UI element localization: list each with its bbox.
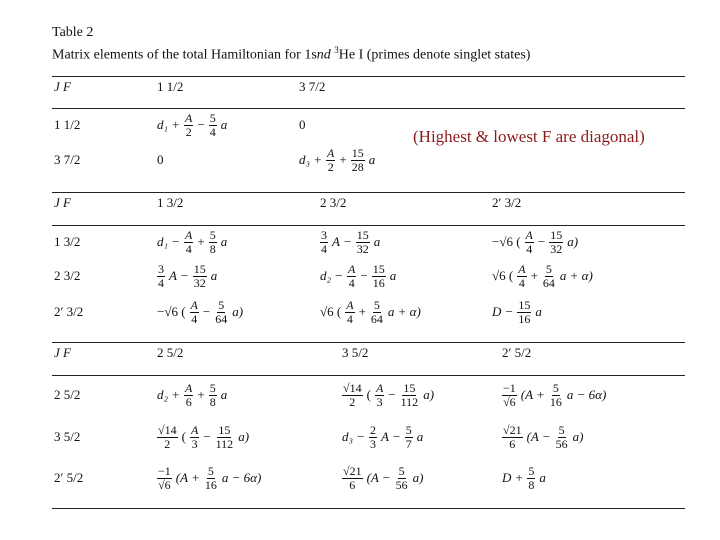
numerator: A	[185, 227, 193, 242]
matrix-element	[155, 108, 229, 142]
row-label	[52, 143, 82, 177]
denominator: 8	[528, 477, 535, 492]
row-label-text: 1 3/2	[54, 234, 81, 249]
math-text: a)	[423, 387, 435, 402]
math-text: a	[389, 268, 397, 283]
matrix-element	[155, 461, 263, 495]
math-text: √6 (	[320, 304, 342, 319]
fraction	[157, 263, 165, 290]
math-text: A −	[332, 234, 352, 249]
denominator: 32	[356, 241, 369, 256]
denominator: √6	[158, 477, 171, 492]
numerator: 5	[552, 380, 559, 395]
column-header-text: 3 5/2	[342, 345, 369, 360]
math-text: +	[358, 304, 366, 319]
row-label-text: 2 3/2	[54, 268, 81, 283]
math-text: a − 6α)	[566, 387, 607, 402]
fraction	[517, 299, 531, 326]
math-text: a)	[567, 234, 579, 249]
row-label-text: 3 5/2	[54, 429, 81, 444]
numerator: 5	[528, 463, 535, 478]
denominator: 4	[158, 275, 164, 290]
row-label	[52, 461, 85, 495]
numerator: A	[375, 380, 384, 395]
math-text: −	[537, 234, 546, 249]
matrix-element	[490, 295, 544, 329]
denominator: 16	[518, 311, 531, 326]
denominator: 32	[193, 275, 206, 290]
fraction	[184, 112, 193, 139]
matrix-element	[155, 378, 229, 412]
matrix-element	[155, 259, 219, 293]
numerator: A	[327, 145, 335, 160]
math-text: a	[220, 117, 228, 132]
matrix-element	[500, 420, 586, 454]
column-header	[318, 186, 348, 220]
denominator: 2	[185, 124, 192, 139]
caption-d: d	[323, 47, 335, 63]
math-text: √6 (	[492, 268, 514, 283]
denominator: 8	[209, 241, 216, 256]
column-header	[490, 186, 523, 220]
math-text: a)	[238, 429, 250, 444]
header-jf	[52, 70, 73, 104]
math-text: −	[360, 268, 368, 283]
math-text: d₂ +	[157, 387, 181, 402]
column-header	[340, 336, 370, 370]
row-label-text: 2 5/2	[54, 387, 81, 402]
numerator: 5	[405, 422, 412, 437]
fraction	[190, 424, 199, 451]
denominator: 4	[518, 275, 525, 290]
denominator: 112	[400, 394, 419, 409]
math-text: a)	[572, 429, 584, 444]
table-rule-bottom	[52, 508, 685, 509]
fraction	[370, 299, 384, 326]
matrix-element	[490, 225, 580, 259]
math-text: 0	[157, 152, 164, 167]
matrix-element	[340, 420, 425, 454]
math-text: d₁ +	[157, 117, 181, 132]
math-text: +	[197, 234, 205, 249]
math-text: (A +	[175, 470, 200, 485]
fraction	[555, 424, 569, 451]
math-text: (A +	[520, 387, 545, 402]
fraction	[502, 424, 523, 451]
math-text: a)	[412, 470, 424, 485]
math-text: d₃ +	[299, 152, 323, 167]
header-jf	[52, 186, 73, 220]
fraction	[369, 424, 377, 451]
table-caption	[52, 45, 530, 64]
column-header-text: 2′ 3/2	[492, 195, 522, 210]
denominator: 56	[555, 436, 568, 451]
denominator: 2	[164, 436, 171, 451]
matrix-element	[318, 295, 423, 329]
table-title: Table 2	[52, 25, 94, 40]
matrix-element	[155, 225, 229, 259]
math-text: a	[210, 268, 218, 283]
denominator: 56	[395, 477, 408, 492]
math-text: −	[202, 304, 211, 319]
row-label	[52, 225, 82, 259]
math-text: +	[339, 152, 347, 167]
numerator: 15	[218, 422, 231, 437]
math-text: −√6 (	[157, 304, 186, 319]
denominator: 4	[209, 124, 216, 139]
numerator: 5	[373, 297, 380, 312]
math-text: −	[203, 429, 211, 444]
matrix-element	[340, 461, 426, 495]
denominator: 4	[346, 311, 353, 326]
denominator: 2	[349, 394, 356, 409]
fraction	[356, 229, 370, 256]
column-header-text: 2 3/2	[320, 195, 347, 210]
denominator: 16	[549, 394, 562, 409]
fraction	[405, 424, 413, 451]
math-text: a	[416, 429, 424, 444]
fraction	[326, 147, 335, 174]
denominator: 4	[348, 275, 355, 290]
math-text: (A −	[366, 470, 391, 485]
denominator: 6	[185, 394, 192, 409]
math-text: −	[388, 387, 396, 402]
numerator: −1	[158, 463, 171, 478]
fraction	[190, 299, 199, 326]
fraction	[193, 263, 207, 290]
fraction	[157, 424, 178, 451]
math-text: a	[373, 234, 381, 249]
math-text: +	[530, 268, 538, 283]
denominator: 28	[351, 159, 364, 174]
numerator: √14	[158, 422, 177, 437]
denominator: 32	[550, 241, 563, 256]
matrix-element	[297, 108, 308, 142]
column-header-text: 2′ 5/2	[502, 345, 532, 360]
table-rule-top	[52, 76, 685, 77]
matrix-element	[318, 259, 398, 293]
fraction	[342, 465, 363, 492]
math-text: a	[539, 470, 546, 485]
math-text: A −	[381, 429, 401, 444]
numerator: A	[518, 261, 526, 276]
row-label	[52, 420, 82, 454]
fraction	[342, 382, 363, 409]
numerator: 15	[372, 261, 385, 276]
math-text: (	[366, 387, 371, 402]
column-header	[155, 336, 185, 370]
fraction	[527, 465, 535, 492]
numerator: 5	[209, 110, 216, 125]
column-header-text: 1 1/2	[157, 79, 184, 94]
row-label-text: 2′ 5/2	[54, 470, 84, 485]
table-rule-top	[52, 192, 685, 193]
denominator: 6	[349, 477, 356, 492]
math-text: D +	[502, 470, 524, 485]
table-rule-header	[52, 375, 685, 376]
fraction	[347, 263, 356, 290]
math-text: d₂ −	[320, 268, 344, 283]
numerator: 15	[356, 227, 369, 242]
fraction	[214, 299, 228, 326]
math-text: +	[197, 387, 205, 402]
row-label	[52, 378, 82, 412]
numerator: A	[185, 110, 193, 125]
math-text: a + α)	[559, 268, 593, 283]
fraction	[375, 382, 384, 409]
numerator: 2	[370, 422, 377, 437]
math-text: a + α)	[387, 304, 421, 319]
denominator: 4	[526, 241, 533, 256]
fraction	[345, 299, 354, 326]
numerator: 5	[209, 380, 216, 395]
denominator: 3	[191, 436, 198, 451]
math-text: a	[535, 304, 542, 319]
row-label	[52, 259, 82, 293]
numerator: √21	[343, 463, 362, 478]
numerator: 15	[550, 227, 563, 242]
denominator: √6	[503, 394, 516, 409]
math-text: d₁ −	[157, 234, 181, 249]
matrix-element	[340, 378, 436, 412]
column-header-text: 2 5/2	[157, 345, 184, 360]
math-text: 0	[299, 117, 306, 132]
matrix-element	[155, 420, 251, 454]
math-text: a)	[232, 304, 244, 319]
fraction	[157, 465, 172, 492]
numerator: 15	[193, 261, 206, 276]
column-header	[297, 70, 327, 104]
numerator: 5	[545, 261, 552, 276]
column-header	[155, 70, 185, 104]
caption-superscript: 3	[334, 45, 339, 55]
header-jf	[52, 336, 73, 370]
fraction	[549, 229, 563, 256]
numerator: A	[190, 297, 198, 312]
denominator: 8	[209, 394, 216, 409]
fraction	[502, 382, 517, 409]
denominator: 4	[321, 241, 327, 256]
row-label-text: 3 7/2	[54, 152, 81, 167]
numerator: 5	[558, 422, 565, 437]
numerator: 5	[398, 463, 405, 478]
fraction	[517, 263, 526, 290]
denominator: 2	[327, 159, 334, 174]
numerator: 15	[518, 297, 531, 312]
math-text: −√6 (	[492, 234, 521, 249]
table-rule-header	[52, 108, 685, 109]
fraction	[204, 465, 218, 492]
header-jf-text: J F	[54, 79, 71, 94]
fraction	[400, 382, 420, 409]
column-header	[155, 186, 185, 220]
numerator: 5	[209, 227, 216, 242]
math-text: a	[220, 234, 228, 249]
numerator: A	[190, 422, 199, 437]
math-text: A −	[169, 268, 189, 283]
denominator: 112	[215, 436, 234, 451]
math-text: D −	[492, 304, 514, 319]
denominator: 64	[370, 311, 383, 326]
denominator: 64	[542, 275, 555, 290]
row-label	[52, 108, 82, 142]
matrix-element	[490, 259, 595, 293]
numerator: A	[185, 380, 193, 395]
fraction	[372, 263, 386, 290]
denominator: 6	[509, 436, 516, 451]
numerator: A	[525, 227, 533, 242]
column-header-text: 3 7/2	[299, 79, 326, 94]
numerator: 5	[218, 297, 225, 312]
denominator: 64	[215, 311, 228, 326]
denominator: 16	[372, 275, 385, 290]
fraction	[209, 382, 217, 409]
numerator: 3	[321, 227, 327, 242]
matrix-element	[155, 143, 166, 177]
fraction	[209, 112, 217, 139]
math-text: a − 6α)	[221, 470, 262, 485]
row-label-text: 1 1/2	[54, 117, 81, 132]
matrix-element	[500, 461, 548, 495]
caption-start: Matrix elements of the total Hamiltonian for 1s	[52, 47, 317, 63]
fraction	[184, 382, 193, 409]
denominator: 3	[370, 436, 377, 451]
header-jf-text: J F	[54, 345, 71, 360]
denominator: 4	[191, 311, 198, 326]
denominator: 16	[204, 477, 217, 492]
fraction	[320, 229, 328, 256]
annotation-note: (Highest & lowest F are diagonal)	[413, 127, 645, 146]
matrix-element	[500, 378, 608, 412]
fraction	[184, 229, 193, 256]
column-header-text: 1 3/2	[157, 195, 184, 210]
numerator: √21	[503, 422, 522, 437]
math-text: −	[197, 117, 205, 132]
caption-end: He I (primes denote singlet states)	[338, 47, 531, 63]
matrix-element	[155, 295, 245, 329]
fraction	[549, 382, 563, 409]
numerator: −1	[503, 380, 516, 395]
denominator: 4	[185, 241, 192, 256]
column-header	[500, 336, 533, 370]
math-text: a	[220, 387, 228, 402]
numerator: 15	[403, 380, 416, 395]
fraction	[395, 465, 409, 492]
numerator: 3	[158, 261, 164, 276]
fraction	[525, 229, 534, 256]
math-text: a	[368, 152, 376, 167]
header-jf-text: J F	[54, 195, 71, 210]
denominator: 3	[376, 394, 383, 409]
fraction	[351, 147, 365, 174]
denominator: 7	[405, 436, 412, 451]
numerator: 15	[351, 145, 364, 160]
math-text: (	[181, 429, 186, 444]
numerator: √14	[343, 380, 362, 395]
numerator: A	[348, 261, 356, 276]
numerator: A	[346, 297, 354, 312]
row-label	[52, 295, 85, 329]
numerator: 5	[207, 463, 214, 478]
math-text: (A −	[526, 429, 551, 444]
row-label-text: 2′ 3/2	[54, 304, 84, 319]
matrix-element	[297, 143, 377, 177]
fraction	[215, 424, 235, 451]
math-text: d₃ −	[342, 429, 366, 444]
fraction	[542, 263, 556, 290]
caption-n: n	[316, 47, 324, 63]
matrix-element	[318, 225, 382, 259]
fraction	[209, 229, 217, 256]
